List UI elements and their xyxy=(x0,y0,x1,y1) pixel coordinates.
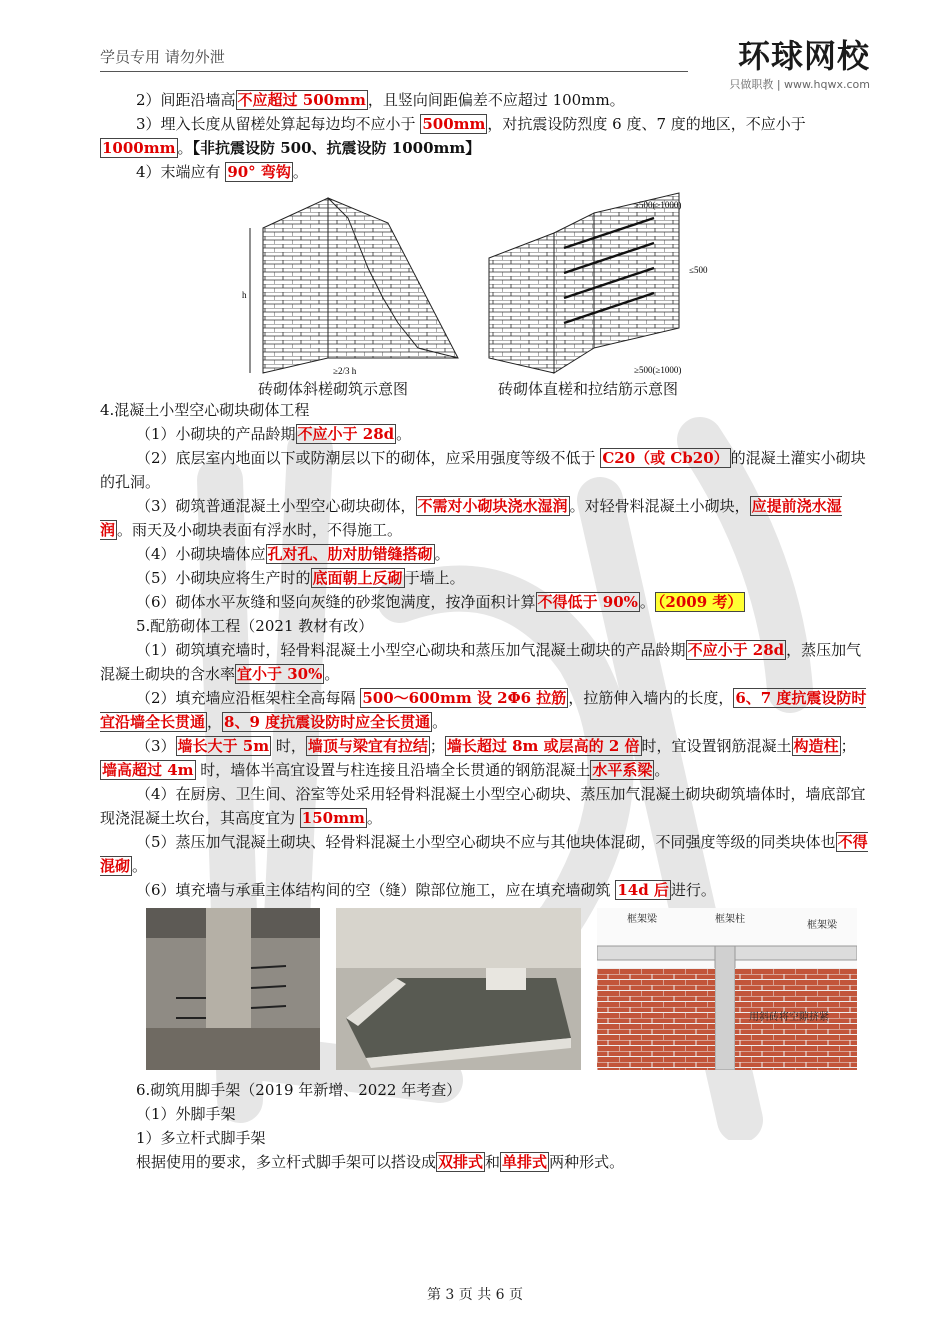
highlight: 150mm xyxy=(301,809,365,827)
header-rule xyxy=(100,71,688,72)
brick-figures xyxy=(100,188,870,398)
photo-column-rebar xyxy=(146,908,320,1070)
s4-item-6 xyxy=(100,590,870,614)
text: ； xyxy=(840,737,856,755)
highlight: 6、7 度抗震设防时宜沿墙全长贯通 xyxy=(100,689,867,731)
text: 。对轻骨料混凝土小砌块， xyxy=(569,497,750,515)
photo-brick-infill xyxy=(597,908,857,1070)
label-bottom: ≥500(≥1000) xyxy=(634,365,682,375)
text: 的混凝土灌实小砌块的孔洞。 xyxy=(100,449,866,491)
label-beam-right: 框架梁 xyxy=(807,920,837,931)
label-beam-left: 框架梁 xyxy=(627,914,657,925)
construction-photos xyxy=(100,908,870,1078)
text: 。 xyxy=(434,545,450,563)
text: 。 xyxy=(132,857,148,875)
text: 根据使用的要求，多立杆式脚手架可以搭设成 xyxy=(136,1153,437,1171)
text: 。 xyxy=(639,593,655,611)
s4-item-4 xyxy=(100,542,870,566)
highlight: 不得低于 90% xyxy=(537,593,638,611)
text: ，蒸压加气混凝土砌块的含水率 xyxy=(100,641,862,683)
text: （4）小砌块墙体应 xyxy=(136,545,266,563)
highlight: 构造柱 xyxy=(793,737,839,755)
page-body xyxy=(100,88,870,1174)
highlight: 不应小于 28d xyxy=(687,641,785,659)
text: 时，宜设置钢筋混凝土 xyxy=(641,737,792,755)
highlight: 双排式 xyxy=(438,1153,484,1171)
page-footer: 第 3 页 共 6 页 xyxy=(426,1287,524,1303)
text: 。 xyxy=(292,163,308,181)
s4-item-3 xyxy=(100,494,870,542)
text: （5）小砌块应将生产时的 xyxy=(136,569,311,587)
label-side: ≤500 xyxy=(689,265,708,275)
s4-item-2 xyxy=(100,446,870,494)
text: （6）砌体水平灰缝和竖向灰缝的砂浆饱满度，按净面积计算 xyxy=(136,593,536,611)
exam-year-badge: （2009 考） xyxy=(655,592,745,612)
text: 。 xyxy=(324,665,340,683)
text: 4）末端应有 xyxy=(136,163,226,181)
text: ，拉筋伸入墙内的长度， xyxy=(568,689,734,707)
text: 。 xyxy=(432,713,448,731)
text: （2）填充墙应沿框架柱全高每隔 xyxy=(136,689,361,707)
highlight: 应提前浇水湿润 xyxy=(100,497,842,539)
s5-item-1 xyxy=(100,638,870,686)
bold-note: 【非抗震设防 500、抗震设防 1000mm】 xyxy=(192,139,481,157)
raking-bond-diagram xyxy=(238,188,468,378)
s4-item-1 xyxy=(100,422,870,446)
highlight: 8、9 度抗震设防时应全长贯通 xyxy=(224,713,431,731)
brand-name: 环球网校 xyxy=(737,37,870,75)
text: （1）砌筑填充墙时，轻骨料混凝土小型空心砌块和蒸压加气混凝土砌块的产品龄期 xyxy=(136,641,686,659)
text: 时， xyxy=(271,737,306,755)
text: 3）埋入长度从留槎处算起每边均不应小于 xyxy=(136,115,421,133)
highlight: 14d 后 xyxy=(617,881,669,899)
s5-item-5 xyxy=(100,830,870,878)
text: （1）小砌块的产品龄期 xyxy=(136,425,296,443)
s6-sub-2: 1）多立杆式脚手架 xyxy=(136,1129,266,1147)
text: 于墙上。 xyxy=(404,569,465,587)
s4-item-5 xyxy=(100,566,870,590)
brand-slogan: 只做职教 | www.hqwx.com xyxy=(729,78,870,91)
s6-sub-1: （1）外脚手架 xyxy=(136,1105,236,1123)
header-notice: 学员专用 请勿外泄 xyxy=(100,48,225,66)
highlight: 墙长大于 5m xyxy=(177,737,270,755)
text: ，且竖向间距偏差不应超过 100mm。 xyxy=(367,91,625,109)
text: 进行。 xyxy=(670,881,716,899)
s5-item-2 xyxy=(100,686,870,734)
label-h: h xyxy=(242,290,247,300)
highlight: 不得混砌 xyxy=(100,833,868,875)
highlight: 宜小于 30% xyxy=(237,665,323,683)
paragraph-spacing xyxy=(100,88,870,112)
label-top: ≥500(≥1000) xyxy=(634,200,682,210)
text: 时，墙体半高宜设置与柱连接且沿墙全长贯通的钢筋混凝土 xyxy=(195,761,591,779)
text: 。 xyxy=(396,425,412,443)
highlight: 不需对小砌块浇水湿润 xyxy=(417,497,568,515)
text: 。 xyxy=(366,809,382,827)
highlight: 90° 弯钩 xyxy=(227,163,291,181)
text: ，对抗震设防烈度 6 度、7 度的地区，不应小于 xyxy=(487,115,806,133)
highlight: 水平系梁 xyxy=(592,761,653,779)
highlight: 孔对孔、肋对肋错缝搭砌 xyxy=(267,545,433,563)
highlight: 500mm xyxy=(422,115,486,133)
section-6-title: 6.砌筑用脚手架（2019 年新增、2022 年考查） xyxy=(136,1081,462,1099)
section-4-title: 4.混凝土小型空心砌块砌体工程 xyxy=(100,401,310,419)
text: 。雨天及小砌块表面有浮水时，不得施工。 xyxy=(117,521,403,539)
s5-item-4 xyxy=(100,782,870,830)
s5-item-6 xyxy=(100,878,870,902)
text: 和 xyxy=(485,1153,501,1171)
highlight: 不应超过 500mm xyxy=(237,91,366,109)
text: ， xyxy=(207,713,223,731)
toothing-rebar-diagram xyxy=(484,188,734,383)
text: （3） xyxy=(136,737,176,755)
text: ； xyxy=(429,737,445,755)
highlight: 单排式 xyxy=(502,1153,548,1171)
s5-item-3 xyxy=(100,734,870,782)
text: 两种形式。 xyxy=(549,1153,625,1171)
highlight: 底面朝上反砌 xyxy=(312,569,403,587)
paragraph-embed xyxy=(100,112,870,160)
highlight: 墙顶与梁宜有拉结 xyxy=(307,737,428,755)
figure-caption-left: 砖砌体斜槎砌筑示意图 xyxy=(258,380,409,398)
text: （2）底层室内地面以下或防潮层以下的砌体，应采用强度等级不低于 xyxy=(136,449,601,467)
highlight: C20（或 Cb20） xyxy=(602,449,729,467)
highlight: 墙高超过 4m xyxy=(102,761,194,779)
highlight: 不应小于 28d xyxy=(297,425,395,443)
label-ratio: ≥2/3 h xyxy=(333,366,357,376)
paragraph-hook xyxy=(100,160,870,184)
highlight: 墙长超过 8m 或层高的 2 倍 xyxy=(446,737,640,755)
figure-caption-right: 砖砌体直槎和拉结筋示意图 xyxy=(498,380,679,398)
section-5-title: 5.配筋砌体工程（2021 教材有改） xyxy=(136,617,374,635)
label-column: 框架柱 xyxy=(715,914,745,925)
text: 。 xyxy=(177,139,193,157)
text: （6）填充墙与承重主体结构间的空（缝）隙部位施工，应在填充墙砌筑 xyxy=(136,881,616,899)
label-note: 用斜砖将空隙挤紧 xyxy=(749,1012,829,1023)
text: （5）蒸压加气混凝土砌块、轻骨料混凝土小型空心砌块不应与其他块体混砌，不同强度等级的同类块体也 xyxy=(136,833,836,851)
text: （3）砌筑普通混凝土小型空心砌块砌体， xyxy=(136,497,416,515)
photo-concrete-curb xyxy=(336,908,581,1070)
text: （4）在厨房、卫生间、浴室等处采用轻骨料混凝土小型空心砌块、蒸压加气混凝土砌块砌筑墙体时，墙底部宜现浇混凝土坎台，其高度宜为 xyxy=(100,785,866,827)
text: 。 xyxy=(654,761,670,779)
highlight: 1000mm xyxy=(102,139,176,157)
s6-line xyxy=(100,1150,870,1174)
text: 2）间距沿墙高 xyxy=(136,91,236,109)
highlight: 500～600mm 设 2Φ6 拉筋 xyxy=(362,689,567,707)
